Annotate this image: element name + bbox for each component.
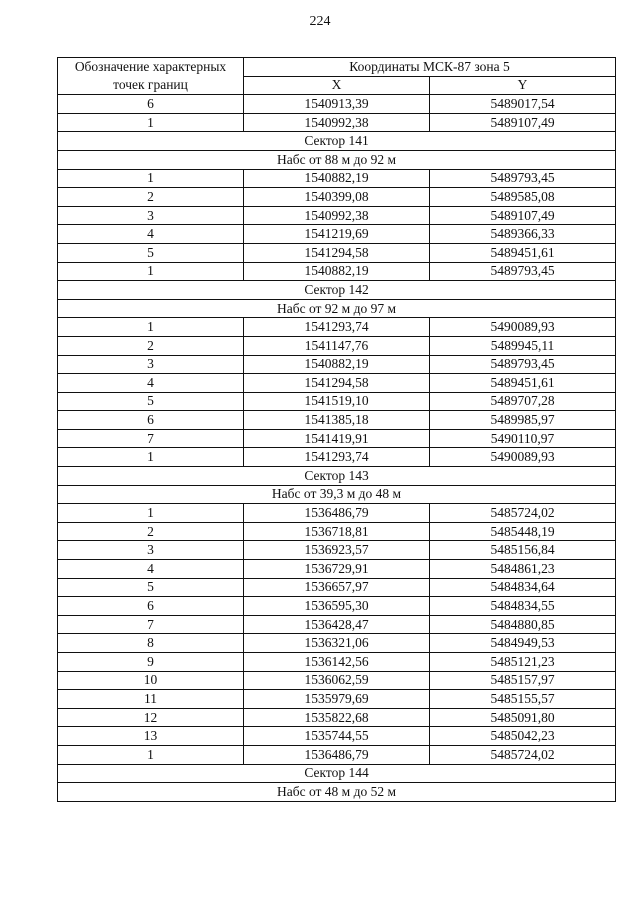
section-label-row <box>58 764 616 783</box>
y-coordinate-cell: 5489366,33 <box>430 225 616 244</box>
table-row <box>58 634 616 653</box>
table-row <box>58 392 616 411</box>
point-number-cell: 5 <box>58 578 244 597</box>
section-label-row <box>58 485 616 504</box>
point-number-cell: 1 <box>58 318 244 337</box>
x-coordinate-cell: 1536729,91 <box>244 560 430 579</box>
table-row <box>58 336 616 355</box>
table-row <box>58 690 616 709</box>
table-row <box>58 615 616 634</box>
point-number-cell: 6 <box>58 95 244 114</box>
section-label: Сектор 141 <box>58 132 616 151</box>
point-number-cell: 2 <box>58 188 244 207</box>
x-coordinate-cell: 1541293,74 <box>244 318 430 337</box>
table-row <box>58 653 616 672</box>
point-number-cell: 4 <box>58 374 244 393</box>
x-coordinate-cell: 1541147,76 <box>244 336 430 355</box>
table-row <box>58 318 616 337</box>
x-coordinate-cell: 1535744,55 <box>244 727 430 746</box>
y-coordinate-cell: 5485155,57 <box>430 690 616 709</box>
y-coordinate-cell: 5485724,02 <box>430 504 616 523</box>
y-coordinate-cell: 5485724,02 <box>430 745 616 764</box>
section-label: Сектор 143 <box>58 467 616 486</box>
x-coordinate-cell: 1536657,97 <box>244 578 430 597</box>
x-coordinate-cell: 1540992,38 <box>244 206 430 225</box>
table-row <box>58 355 616 374</box>
section-label: Набс от 92 м до 97 м <box>58 299 616 318</box>
x-coordinate-cell: 1536923,57 <box>244 541 430 560</box>
x-coordinate-cell: 1540399,08 <box>244 188 430 207</box>
x-coordinate-cell: 1536321,06 <box>244 634 430 653</box>
y-coordinate-cell: 5489985,97 <box>430 411 616 430</box>
table-row <box>58 745 616 764</box>
x-coordinate-cell: 1536595,30 <box>244 597 430 616</box>
table-row <box>58 727 616 746</box>
y-coordinate-cell: 5489451,61 <box>430 374 616 393</box>
section-label: Сектор 144 <box>58 764 616 783</box>
table-row <box>58 560 616 579</box>
point-number-cell: 1 <box>58 448 244 467</box>
y-coordinate-cell: 5489793,45 <box>430 262 616 281</box>
x-coordinate-cell: 1540882,19 <box>244 355 430 374</box>
x-coordinate-cell: 1540992,38 <box>244 113 430 132</box>
y-coordinate-cell: 5484861,23 <box>430 560 616 579</box>
x-coordinate-cell: 1536718,81 <box>244 522 430 541</box>
y-coordinate-cell: 5489793,45 <box>430 169 616 188</box>
section-label-row <box>58 783 616 802</box>
x-coordinate-cell: 1536486,79 <box>244 745 430 764</box>
section-label-row <box>58 150 616 169</box>
table-row <box>58 578 616 597</box>
point-number-cell: 3 <box>58 541 244 560</box>
x-coordinate-cell: 1541419,91 <box>244 429 430 448</box>
y-coordinate-cell: 5489585,08 <box>430 188 616 207</box>
x-coordinate-cell: 1535979,69 <box>244 690 430 709</box>
table-row <box>58 206 616 225</box>
table-body <box>58 95 616 802</box>
table-row <box>58 411 616 430</box>
table-row <box>58 597 616 616</box>
section-label: Набс от 88 м до 92 м <box>58 150 616 169</box>
x-coordinate-cell: 1541519,10 <box>244 392 430 411</box>
y-coordinate-cell: 5485448,19 <box>430 522 616 541</box>
point-number-cell: 2 <box>58 522 244 541</box>
y-coordinate-cell: 5489107,49 <box>430 113 616 132</box>
y-coordinate-cell: 5484949,53 <box>430 634 616 653</box>
point-number-cell: 1 <box>58 504 244 523</box>
section-label-row <box>58 281 616 300</box>
page-number: 224 <box>309 14 331 29</box>
y-coordinate-cell: 5489707,28 <box>430 392 616 411</box>
point-number-cell: 7 <box>58 429 244 448</box>
point-number-cell: 11 <box>58 690 244 709</box>
y-coordinate-cell: 5490089,93 <box>430 318 616 337</box>
y-coordinate-cell: 5489793,45 <box>430 355 616 374</box>
point-number-cell: 1 <box>58 113 244 132</box>
header-coordinates-title: Координаты МСК-87 зона 5 <box>244 58 616 77</box>
section-label-row <box>58 132 616 151</box>
header-x: X <box>244 76 430 95</box>
section-label: Набс от 48 м до 52 м <box>58 783 616 802</box>
point-number-cell: 4 <box>58 560 244 579</box>
y-coordinate-cell: 5489945,11 <box>430 336 616 355</box>
point-number-cell: 1 <box>58 169 244 188</box>
table-row <box>58 522 616 541</box>
point-number-cell: 1 <box>58 745 244 764</box>
point-number-cell: 4 <box>58 225 244 244</box>
x-coordinate-cell: 1536062,59 <box>244 671 430 690</box>
table-row <box>58 243 616 262</box>
header-y: Y <box>430 76 616 95</box>
point-number-cell: 10 <box>58 671 244 690</box>
point-number-cell: 1 <box>58 262 244 281</box>
section-label-row <box>58 467 616 486</box>
x-coordinate-cell: 1540882,19 <box>244 169 430 188</box>
header-point-designation: Обозначение характерных точек границ <box>58 58 244 95</box>
y-coordinate-cell: 5490110,97 <box>430 429 616 448</box>
point-number-cell: 8 <box>58 634 244 653</box>
y-coordinate-cell: 5485091,80 <box>430 708 616 727</box>
x-coordinate-cell: 1541294,58 <box>244 243 430 262</box>
y-coordinate-cell: 5484834,55 <box>430 597 616 616</box>
x-coordinate-cell: 1541385,18 <box>244 411 430 430</box>
y-coordinate-cell: 5490089,93 <box>430 448 616 467</box>
table-row <box>58 95 616 114</box>
table-row <box>58 225 616 244</box>
y-coordinate-cell: 5485157,97 <box>430 671 616 690</box>
x-coordinate-cell: 1540913,39 <box>244 95 430 114</box>
x-coordinate-cell: 1541293,74 <box>244 448 430 467</box>
point-number-cell: 3 <box>58 206 244 225</box>
x-coordinate-cell: 1536142,56 <box>244 653 430 672</box>
x-coordinate-cell: 1535822,68 <box>244 708 430 727</box>
table-row <box>58 113 616 132</box>
table-row <box>58 188 616 207</box>
y-coordinate-cell: 5485156,84 <box>430 541 616 560</box>
table-row <box>58 708 616 727</box>
y-coordinate-cell: 5484880,85 <box>430 615 616 634</box>
coordinates-table <box>57 57 616 802</box>
x-coordinate-cell: 1536486,79 <box>244 504 430 523</box>
table-row <box>58 541 616 560</box>
table-row <box>58 262 616 281</box>
point-number-cell: 9 <box>58 653 244 672</box>
y-coordinate-cell: 5485121,23 <box>430 653 616 672</box>
section-label: Сектор 142 <box>58 281 616 300</box>
x-coordinate-cell: 1541219,69 <box>244 225 430 244</box>
section-label: Набс от 39,3 м до 48 м <box>58 485 616 504</box>
y-coordinate-cell: 5485042,23 <box>430 727 616 746</box>
y-coordinate-cell: 5489017,54 <box>430 95 616 114</box>
x-coordinate-cell: 1541294,58 <box>244 374 430 393</box>
table-row <box>58 448 616 467</box>
point-number-cell: 12 <box>58 708 244 727</box>
point-number-cell: 5 <box>58 392 244 411</box>
table-row <box>58 504 616 523</box>
table-header <box>58 58 616 95</box>
section-label-row <box>58 299 616 318</box>
table-row <box>58 671 616 690</box>
y-coordinate-cell: 5489107,49 <box>430 206 616 225</box>
y-coordinate-cell: 5489451,61 <box>430 243 616 262</box>
x-coordinate-cell: 1536428,47 <box>244 615 430 634</box>
table-row <box>58 374 616 393</box>
point-number-cell: 5 <box>58 243 244 262</box>
x-coordinate-cell: 1540882,19 <box>244 262 430 281</box>
table-row <box>58 169 616 188</box>
point-number-cell: 13 <box>58 727 244 746</box>
point-number-cell: 7 <box>58 615 244 634</box>
point-number-cell: 2 <box>58 336 244 355</box>
point-number-cell: 6 <box>58 597 244 616</box>
point-number-cell: 3 <box>58 355 244 374</box>
point-number-cell: 6 <box>58 411 244 430</box>
table-row <box>58 429 616 448</box>
y-coordinate-cell: 5484834,64 <box>430 578 616 597</box>
